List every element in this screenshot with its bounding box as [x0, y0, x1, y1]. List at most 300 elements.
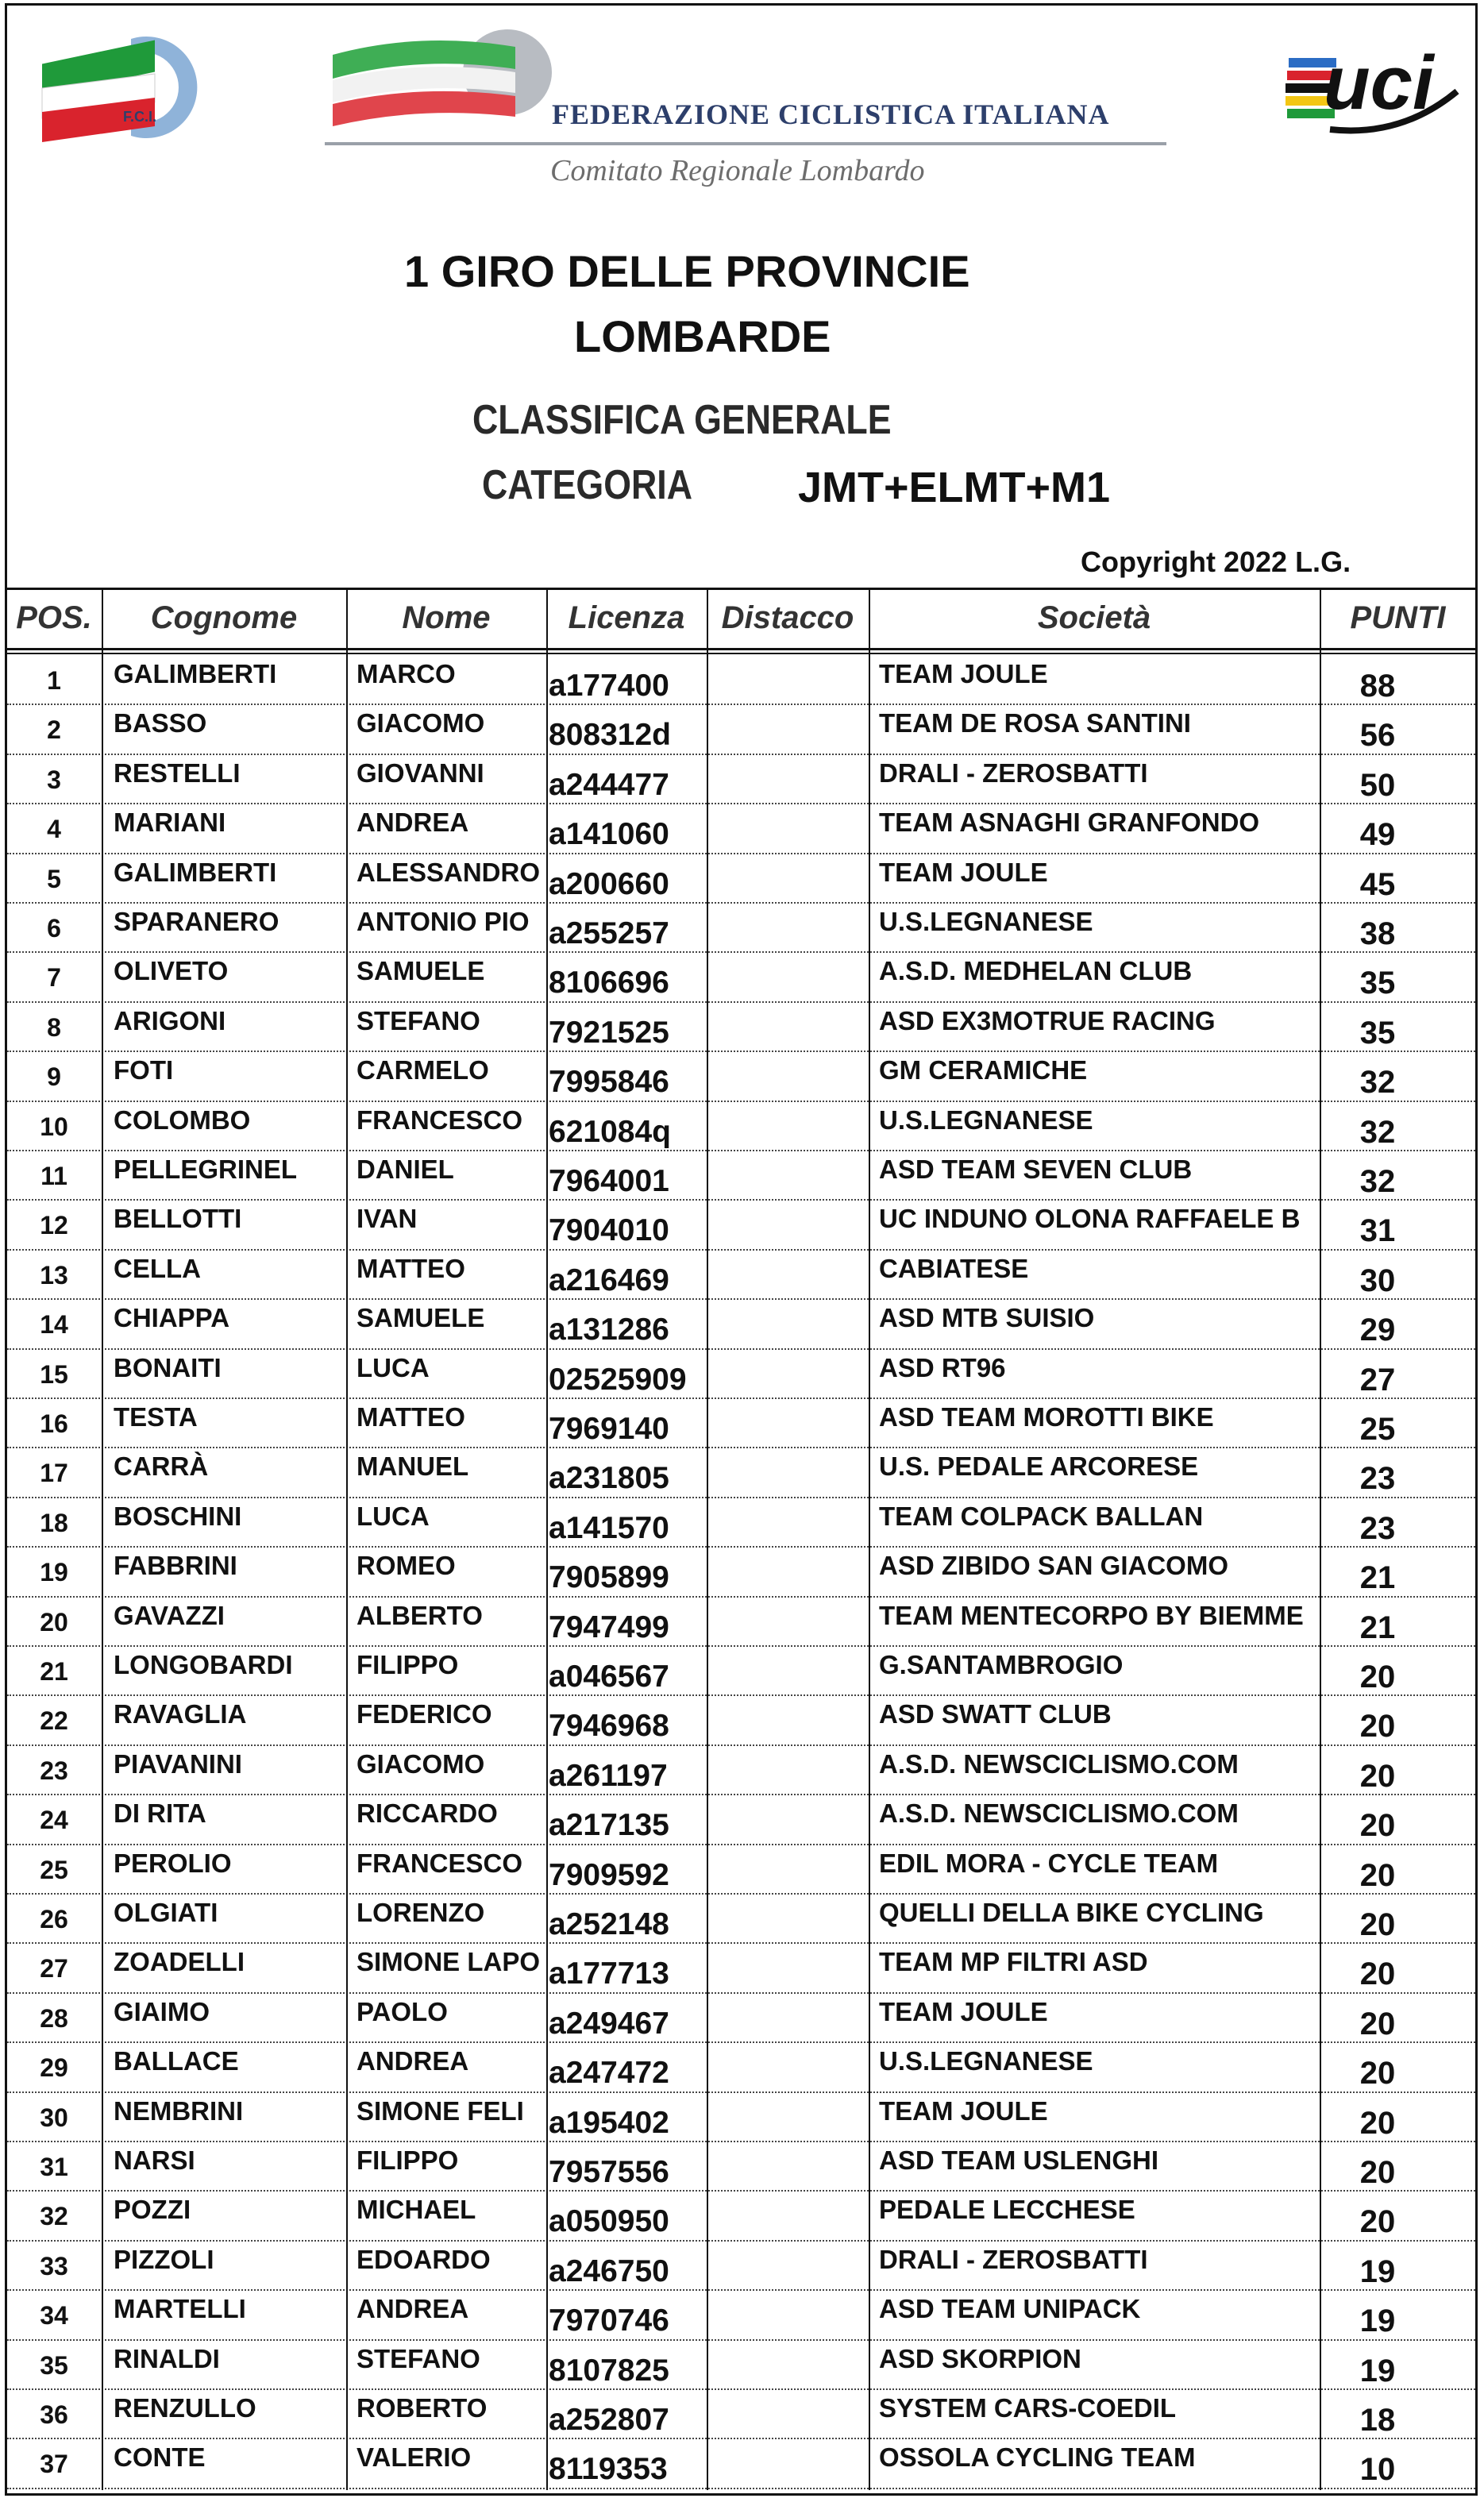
header-punti: PUNTI [1350, 600, 1446, 635]
cell-nome: FRANCESCO [357, 1105, 523, 1135]
cell-societa: TEAM MENTECORPO BY BIEMME [879, 1600, 1304, 1630]
cell-societa: U.S. PEDALE ARCORESE [879, 1451, 1199, 1482]
cell-cognome: OLIVETO [114, 956, 229, 986]
cell-punti: 50 [1359, 767, 1396, 803]
cell-licenza: 7969140 [549, 1412, 669, 1446]
header-divider [325, 142, 1166, 145]
cell-nome: RICCARDO [357, 1798, 498, 1829]
cell-licenza: a200660 [549, 866, 669, 901]
table-row [7, 1895, 1475, 1944]
cell-pos: 37 [40, 2450, 68, 2479]
cell-cognome: RENZULLO [114, 2393, 256, 2423]
cell-pos: 18 [40, 1508, 68, 1537]
cell-punti: 25 [1359, 1412, 1396, 1447]
cell-cognome: GIAIMO [114, 1996, 210, 2026]
cell-nome: ROBERTO [357, 2393, 488, 2423]
cell-licenza: a249467 [549, 2006, 669, 2041]
header-bottom-border-double [7, 653, 1475, 654]
cell-societa: ASD TEAM SEVEN CLUB [879, 1155, 1193, 1184]
cell-licenza: 8107825 [549, 2353, 669, 2388]
table-row [7, 1746, 1475, 1795]
cell-nome: GIACOMO [357, 1748, 485, 1779]
cell-licenza: a244477 [549, 767, 669, 802]
cell-cognome: POZZI [114, 2195, 191, 2225]
table-row [7, 656, 1475, 705]
header-bottom-border [7, 648, 1475, 650]
cell-licenza: 7964001 [549, 1164, 669, 1198]
cell-licenza: 7947499 [549, 1610, 669, 1644]
cell-cognome: LONGOBARDI [114, 1650, 293, 1679]
cell-punti: 20 [1359, 1907, 1396, 1942]
cell-cognome: CELLA [114, 1253, 201, 1283]
cell-punti: 18 [1359, 2403, 1396, 2438]
cell-distacco [706, 1300, 865, 1349]
cell-licenza: a131286 [549, 1313, 669, 1347]
cell-pos: 17 [40, 1459, 68, 1488]
cell-pos: 11 [40, 1162, 67, 1190]
cell-punti: 88 [1359, 669, 1396, 704]
event-title-line-1: 1 GIRO DELLE PROVINCIE [404, 246, 970, 296]
cell-societa: PEDALE LECCHESE [879, 2195, 1135, 2225]
cell-punti: 20 [1359, 1857, 1396, 1893]
table-row [7, 854, 1475, 904]
cell-pos: 21 [40, 1657, 68, 1686]
cell-pos: 28 [40, 2003, 68, 2033]
cell-societa: TEAM COLPACK BALLAN [879, 1501, 1204, 1531]
table-row [7, 1548, 1475, 1597]
cell-punti: 19 [1359, 2253, 1396, 2289]
header-societa: Società [1037, 600, 1151, 635]
cell-distacco [706, 1350, 865, 1399]
table-row [7, 2043, 1475, 2092]
cell-punti: 20 [1359, 2056, 1396, 2091]
cell-punti: 20 [1359, 1660, 1396, 1694]
cell-cognome: OLGIATI [114, 1898, 218, 1927]
cell-societa: EDIL MORA - CYCLE TEAM [879, 1848, 1219, 1878]
cell-societa: QUELLI DELLA BIKE CYCLING [879, 1898, 1264, 1927]
cell-licenza: 7909592 [549, 1857, 669, 1892]
cell-distacco [706, 804, 865, 854]
cell-societa: CABIATESE [879, 1253, 1029, 1283]
cell-licenza: 621084q [549, 1114, 671, 1149]
table-header-row [7, 590, 1475, 646]
cell-distacco [706, 1845, 865, 1895]
cell-distacco [706, 1746, 865, 1795]
cell-distacco [706, 1201, 865, 1250]
table-row [7, 2093, 1475, 2142]
cell-distacco [706, 953, 865, 1002]
copyright-notice: Copyright 2022 L.G. [1081, 546, 1351, 578]
table-row [7, 1647, 1475, 1696]
cell-pos: 29 [40, 2053, 68, 2083]
cell-punti: 20 [1359, 1709, 1396, 1744]
cell-societa: A.S.D. MEDHELAN CLUB [879, 956, 1193, 986]
cell-pos: 7 [47, 963, 61, 993]
cell-societa: ASD SWATT CLUB [879, 1699, 1112, 1729]
cell-distacco [706, 1795, 865, 1845]
cell-licenza: 7921525 [549, 1015, 669, 1050]
header-distacco: Distacco [721, 600, 854, 635]
table-row [7, 1102, 1475, 1151]
cell-nome: MANUEL [357, 1451, 469, 1482]
cell-cognome: PIAVANINI [114, 1748, 242, 1779]
cell-punti: 20 [1359, 1956, 1396, 1992]
cell-distacco [706, 1102, 865, 1151]
cell-licenza: 7904010 [549, 1213, 669, 1248]
cell-cognome: RESTELLI [114, 758, 241, 788]
cell-cognome: MARTELLI [114, 2294, 246, 2324]
cell-pos: 19 [40, 1558, 68, 1587]
cell-pos: 9 [47, 1062, 61, 1092]
cell-cognome: NARSI [114, 2145, 195, 2175]
column-separator [869, 588, 870, 2490]
table-row [7, 1696, 1475, 1745]
cell-societa: U.S.LEGNANESE [879, 2046, 1093, 2076]
cell-punti: 35 [1359, 1015, 1396, 1051]
cell-licenza: 7995846 [549, 1065, 669, 1100]
column-separator [346, 588, 348, 2490]
cell-pos: 20 [40, 1607, 68, 1637]
ranking-title: CLASSIFICA GENERALE [472, 397, 892, 443]
cell-nome: FILIPPO [357, 1650, 459, 1679]
cell-cognome: PELLEGRINEL [114, 1155, 298, 1184]
cell-pos: 27 [40, 1954, 68, 1983]
cell-distacco [706, 2390, 865, 2439]
cell-punti: 20 [1359, 2155, 1396, 2190]
header-licenza: Licenza [568, 600, 685, 635]
cell-distacco [706, 1994, 865, 2043]
cell-distacco [706, 2043, 865, 2092]
cell-punti: 31 [1359, 1213, 1396, 1249]
cell-distacco [706, 2291, 865, 2340]
regional-committee: Comitato Regionale Lombardo [550, 154, 925, 187]
cell-societa: GM CERAMICHE [879, 1055, 1088, 1085]
uci-logo [1282, 36, 1467, 139]
cell-licenza: a195402 [549, 2105, 669, 2140]
cell-nome: ANDREA [357, 808, 469, 838]
cell-pos: 3 [47, 765, 61, 794]
cell-licenza: a255257 [549, 916, 669, 950]
cell-punti: 56 [1359, 718, 1396, 754]
cell-societa: TEAM JOULE [879, 659, 1048, 688]
uci-logo-text: uci [1324, 40, 1434, 125]
cell-societa: ASD TEAM USLENGHI [879, 2145, 1159, 2175]
table-row [7, 2341, 1475, 2390]
cell-licenza: a217135 [549, 1808, 669, 1843]
cell-punti: 20 [1359, 2105, 1396, 2141]
cell-distacco [706, 1251, 865, 1300]
cell-nome: FRANCESCO [357, 1848, 523, 1878]
table-row [7, 1845, 1475, 1895]
cell-licenza: 7905899 [549, 1560, 669, 1595]
cell-cognome: MARIANI [114, 808, 226, 838]
cell-cognome: FABBRINI [114, 1551, 237, 1581]
cell-punti: 32 [1359, 1164, 1396, 1199]
cell-punti: 19 [1359, 2303, 1396, 2339]
cell-distacco [706, 2142, 865, 2192]
cell-societa: UC INDUNO OLONA RAFFAELE B [879, 1204, 1301, 1234]
cell-cognome: PIZZOLI [114, 2244, 214, 2274]
cell-nome: ROMEO [357, 1551, 456, 1581]
table-row [7, 1944, 1475, 1993]
cell-pos: 12 [40, 1211, 68, 1240]
cell-nome: LUCA [357, 1352, 430, 1382]
cell-distacco [706, 854, 865, 904]
cell-punti: 38 [1359, 916, 1396, 951]
cell-societa: TEAM MP FILTRI ASD [879, 1947, 1148, 1977]
table-row [7, 2439, 1475, 2489]
table-row [7, 1399, 1475, 1448]
cell-cognome: BONAITI [114, 1352, 222, 1382]
header-nome: Nome [402, 600, 491, 635]
cell-societa: A.S.D. NEWSCICLISMO.COM [879, 1798, 1239, 1829]
cell-licenza: 808312d [549, 718, 671, 753]
cell-distacco [706, 1052, 865, 1101]
cell-pos: 25 [40, 1855, 68, 1884]
cell-punti: 27 [1359, 1362, 1396, 1397]
cell-pos: 22 [40, 1706, 68, 1736]
cell-pos: 2 [47, 715, 61, 745]
cell-licenza: a046567 [549, 1660, 669, 1694]
cell-licenza: a252148 [549, 1907, 669, 1941]
cell-punti: 32 [1359, 1065, 1396, 1101]
cell-cognome: PEROLIO [114, 1848, 232, 1878]
cell-nome: EDOARDO [357, 2244, 491, 2274]
table-row [7, 953, 1475, 1002]
cell-societa: ASD EX3MOTRUE RACING [879, 1005, 1216, 1035]
table-row [7, 1598, 1475, 1647]
cell-licenza: a216469 [549, 1263, 669, 1297]
cell-nome: STEFANO [357, 2343, 480, 2373]
cell-cognome: CARRÀ [114, 1451, 209, 1482]
fci-logo-text: F.C.I. [123, 109, 157, 125]
cell-nome: ANTONIO PIO [357, 907, 530, 936]
table-row [7, 2390, 1475, 2439]
cell-nome: ALBERTO [357, 1600, 483, 1630]
fci-logo [36, 33, 217, 142]
table-row [7, 1151, 1475, 1201]
cell-pos: 6 [47, 914, 61, 943]
table-row [7, 1052, 1475, 1101]
cell-punti: 20 [1359, 1758, 1396, 1794]
cell-pos: 15 [40, 1359, 68, 1389]
cell-cognome: DI RITA [114, 1798, 206, 1829]
cell-licenza: a141060 [549, 817, 669, 852]
cell-licenza: a177713 [549, 1956, 669, 1991]
cell-nome: IVAN [357, 1204, 418, 1234]
cell-societa: ASD TEAM MOROTTI BIKE [879, 1402, 1214, 1432]
cell-distacco [706, 1944, 865, 1993]
cell-nome: DANIEL [357, 1155, 454, 1184]
category-value: JMT+ELMT+M1 [798, 464, 1111, 511]
cell-societa: DRALI - ZEROSBATTI [879, 758, 1148, 788]
cell-nome: VALERIO [357, 2442, 472, 2473]
table-row [7, 904, 1475, 953]
cell-punti: 35 [1359, 966, 1396, 1001]
cell-licenza: 7957556 [549, 2155, 669, 2189]
cell-nome: GIACOMO [357, 708, 485, 738]
cell-societa: G.SANTAMBROGIO [879, 1650, 1124, 1679]
cell-distacco [706, 2439, 865, 2489]
cell-licenza: a141570 [549, 1510, 669, 1545]
column-separator [546, 588, 548, 2490]
cell-distacco [706, 1548, 865, 1597]
cell-pos: 36 [40, 2400, 68, 2429]
cell-cognome: CHIAPPA [114, 1303, 230, 1333]
cell-nome: SIMONE LAPO [357, 1947, 541, 1977]
cell-societa: TEAM JOULE [879, 1996, 1048, 2026]
cell-nome: FEDERICO [357, 1699, 492, 1729]
cell-licenza: 7946968 [549, 1709, 669, 1744]
event-title-line-2: LOMBARDE [574, 311, 831, 361]
cell-distacco [706, 2192, 865, 2241]
federation-banner-flag [325, 23, 555, 134]
cell-punti: 45 [1359, 866, 1396, 902]
results-sheet [5, 3, 1478, 2496]
cell-punti: 20 [1359, 2204, 1396, 2240]
cell-cognome: SPARANERO [114, 907, 279, 936]
cell-societa: ASD ZIBIDO SAN GIACOMO [879, 1551, 1229, 1581]
header-pos: POS. [16, 600, 92, 635]
cell-nome: MARCO [357, 659, 456, 688]
cell-licenza: 7970746 [549, 2303, 669, 2338]
cell-cognome: FOTI [114, 1055, 174, 1085]
cell-distacco [706, 1151, 865, 1201]
cell-cognome: RINALDI [114, 2343, 220, 2373]
cell-pos: 24 [40, 1806, 68, 1835]
federation-name: FEDERAZIONE CICLISTICA ITALIANA [552, 98, 1110, 130]
cell-pos: 31 [40, 2153, 68, 2181]
cell-distacco [706, 1448, 865, 1498]
cell-punti: 23 [1359, 1510, 1396, 1546]
cell-pos: 5 [47, 864, 61, 893]
table-row [7, 705, 1475, 754]
table-row [7, 1498, 1475, 1548]
cell-licenza: a247472 [549, 2056, 669, 2091]
table-row [7, 804, 1475, 854]
cell-distacco [706, 1498, 865, 1548]
cell-punti: 10 [1359, 2452, 1396, 2488]
category-label: CATEGORIA [482, 462, 693, 508]
cell-distacco [706, 755, 865, 804]
table-row [7, 2192, 1475, 2241]
cell-punti: 30 [1359, 1263, 1396, 1298]
cell-nome: STEFANO [357, 1005, 480, 1035]
cell-punti: 32 [1359, 1114, 1396, 1150]
cell-societa: U.S.LEGNANESE [879, 1105, 1093, 1135]
cell-pos: 23 [40, 1756, 68, 1785]
table-row [7, 1251, 1475, 1300]
cell-punti: 21 [1359, 1610, 1396, 1645]
cell-societa: ASD MTB SUISIO [879, 1303, 1095, 1333]
cell-punti: 20 [1359, 1808, 1396, 1844]
cell-distacco [706, 904, 865, 953]
cell-licenza: a252807 [549, 2403, 669, 2437]
cell-cognome: BELLOTTI [114, 1204, 242, 1234]
cell-cognome: BOSCHINI [114, 1501, 242, 1531]
cell-cognome: BASSO [114, 708, 207, 738]
cell-licenza: 02525909 [549, 1362, 687, 1397]
table-row [7, 1300, 1475, 1349]
cell-nome: ANDREA [357, 2294, 469, 2324]
cell-pos: 35 [40, 2350, 68, 2380]
cell-nome: MICHAEL [357, 2195, 476, 2225]
cell-pos: 4 [47, 815, 61, 844]
cell-societa: ASD TEAM UNIPACK [879, 2294, 1141, 2324]
cell-pos: 1 [47, 666, 61, 695]
cell-pos: 13 [40, 1260, 68, 1290]
cell-societa: TEAM JOULE [879, 857, 1048, 887]
cell-punti: 19 [1359, 2353, 1396, 2388]
cell-distacco [706, 1598, 865, 1647]
cell-pos: 8 [47, 1012, 61, 1042]
cell-pos: 33 [40, 2251, 68, 2280]
cell-cognome: NEMBRINI [114, 2095, 244, 2126]
cell-pos: 30 [40, 2103, 68, 2132]
cell-cognome: BALLACE [114, 2046, 239, 2076]
cell-nome: SAMUELE [357, 1303, 485, 1333]
cell-pos: 34 [40, 2301, 68, 2330]
cell-cognome: COLOMBO [114, 1105, 251, 1135]
table-row [7, 2242, 1475, 2291]
cell-societa: A.S.D. NEWSCICLISMO.COM [879, 1748, 1239, 1779]
cell-pos: 32 [40, 2202, 68, 2231]
cell-pos: 14 [40, 1310, 68, 1340]
cell-societa: TEAM DE ROSA SANTINI [879, 708, 1191, 738]
cell-nome: GIOVANNI [357, 758, 484, 788]
cell-cognome: GALIMBERTI [114, 857, 277, 887]
table-row [7, 1201, 1475, 1250]
cell-pos: 16 [40, 1409, 68, 1438]
cell-licenza: a050950 [549, 2204, 669, 2239]
cell-pos: 26 [40, 1905, 68, 1933]
cell-societa: ASD SKORPION [879, 2343, 1081, 2373]
table-row [7, 1994, 1475, 2043]
cell-nome: CARMELO [357, 1055, 489, 1085]
cell-pos: 10 [40, 1112, 68, 1141]
cell-societa: ASD RT96 [879, 1352, 1006, 1382]
cell-cognome: GALIMBERTI [114, 659, 277, 688]
cell-licenza: a246750 [549, 2253, 669, 2288]
cell-distacco [706, 1647, 865, 1696]
cell-cognome: GAVAZZI [114, 1600, 225, 1630]
cell-cognome: ZOADELLI [114, 1947, 245, 1977]
cell-nome: PAOLO [357, 1996, 448, 2026]
table-row [7, 1448, 1475, 1498]
cell-licenza: a261197 [549, 1758, 668, 1793]
cell-societa: OSSOLA CYCLING TEAM [879, 2442, 1196, 2473]
cell-societa: TEAM ASNAGHI GRANFONDO [879, 808, 1260, 838]
cell-nome: SAMUELE [357, 956, 485, 986]
cell-punti: 20 [1359, 2006, 1396, 2041]
cell-distacco [706, 705, 865, 754]
cell-nome: MATTEO [357, 1402, 465, 1432]
cell-distacco [706, 1696, 865, 1745]
cell-nome: LUCA [357, 1501, 430, 1531]
cell-societa: TEAM JOULE [879, 2095, 1048, 2126]
header-cognome: Cognome [150, 600, 298, 635]
cell-cognome: CONTE [114, 2442, 206, 2473]
cell-licenza: a231805 [549, 1461, 669, 1496]
column-separator [1320, 588, 1321, 2490]
cell-punti: 49 [1359, 817, 1396, 853]
table-row [7, 1003, 1475, 1052]
cell-licenza: 8119353 [549, 2452, 668, 2487]
cell-punti: 23 [1359, 1461, 1396, 1497]
table-row [7, 755, 1475, 804]
column-separator [707, 588, 708, 2490]
cell-licenza: a177400 [549, 669, 669, 703]
